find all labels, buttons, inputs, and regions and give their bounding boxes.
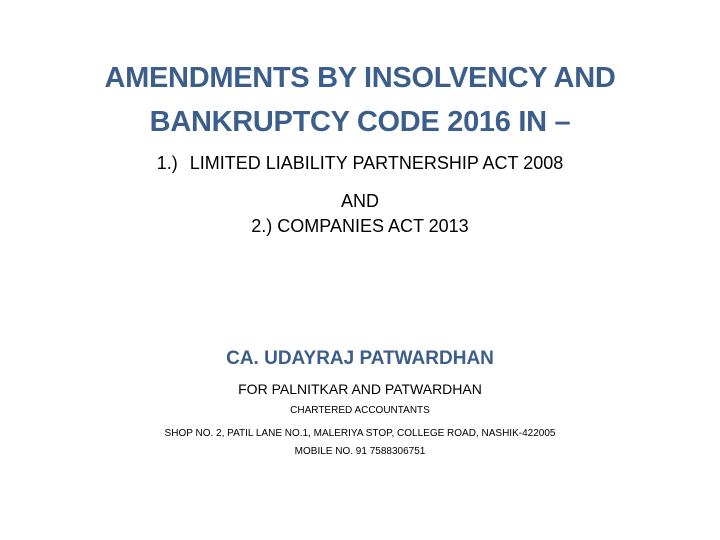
firm-mobile: MOBILE NO. 91 7588306751 [294,446,426,457]
subtitle-conjunction: AND [340,191,379,211]
firm-type: CHARTERED ACCOUNTANTS [290,405,430,416]
title-line-1: AMENDMENTS BY INSOLVENCY AND [104,62,616,94]
subtitle-item-1 [40,150,680,176]
item-1-number: 1.) [156,153,178,173]
subtitle-item-2: 2.) COMPANIES ACT 2013 [251,216,469,236]
firm-address: SHOP NO. 2, PATIL LANE NO.1, MALERIYA STOP, COLLEGE ROAD, NASHIK-422005 [164,428,556,439]
item-1-text: LIMITED LIABILITY PARTNERSHIP ACT 2008 [189,153,564,173]
title-line-2: BANKRUPTCY CODE 2016 IN – [149,106,571,138]
presenter-name: CA. UDAYRAJ PATWARDHAN [226,348,494,369]
slide-title [40,56,680,144]
firm-name: FOR PALNITKAR AND PATWARDHAN [238,381,482,397]
